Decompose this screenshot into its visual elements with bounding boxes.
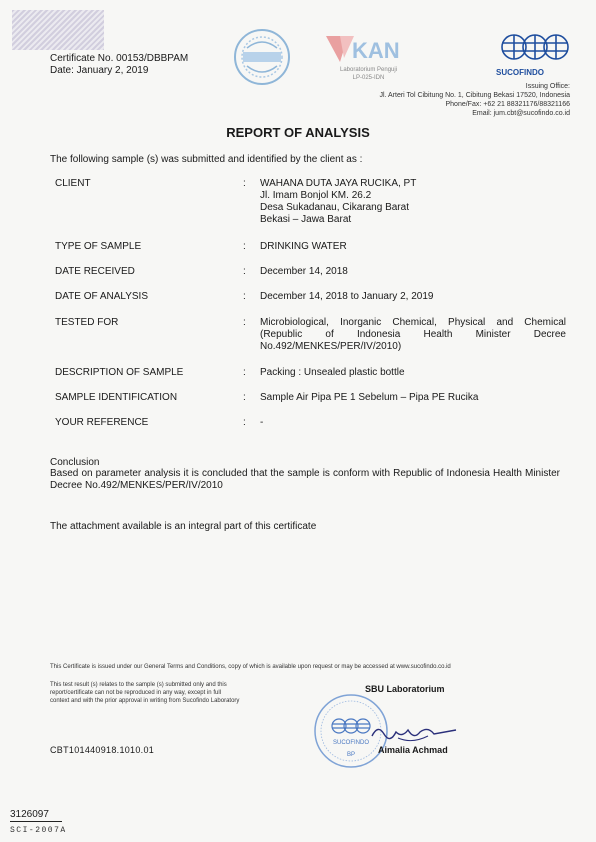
- identification-value: Sample Air Pipa PE 1 Sebelum – Pipa PE Rucika: [260, 392, 479, 403]
- stamp-text: SUCOFINDO: [333, 740, 369, 746]
- terms-note: This Certificate is issued under our General Terms and Conditions, copy of which is available upon request or may be accessed at www.sucofindo.co.id: [50, 664, 451, 670]
- client-line: Jl. Imam Bonjol KM. 26.2: [260, 190, 372, 201]
- analysis-label: DATE OF ANALYSIS: [55, 291, 148, 302]
- reference-label: YOUR REFERENCE: [55, 417, 149, 428]
- serial-number: 3126097: [10, 809, 49, 820]
- reference-value: -: [260, 417, 264, 428]
- kan-sub-line: LP-025-IDN: [352, 75, 385, 81]
- identification-colon: :: [243, 392, 246, 403]
- conclusion-text: Based on parameter analysis it is concluded that the sample is conform with Republic of Indonesia Health Minister Decree No.492/MENKES/PER/IV/2010: [50, 468, 560, 491]
- document-code: CBT101440918.1010.01: [50, 745, 155, 755]
- type-value: DRINKING WATER: [260, 241, 347, 252]
- client-value: [260, 178, 566, 226]
- reference-colon: :: [243, 417, 246, 428]
- tested-colon: :: [243, 317, 246, 328]
- issuing-line: Phone/Fax: +62 21 88321176/88321166: [445, 101, 570, 108]
- intro-text: The following sample (s) was submitted and identified by the client as :: [50, 154, 363, 165]
- identification-label: SAMPLE IDENTIFICATION: [55, 392, 178, 403]
- received-label: DATE RECEIVED: [55, 266, 135, 277]
- certificate-date: Date: January 2, 2019: [50, 65, 149, 76]
- analysis-colon: :: [243, 291, 246, 302]
- received-colon: :: [243, 266, 246, 277]
- received-value: December 14, 2018: [260, 266, 348, 277]
- sucofindo-name: SUCOFINDO: [496, 68, 544, 77]
- lab-name: SBU Laboratorium: [365, 684, 445, 694]
- type-colon: :: [243, 241, 246, 252]
- conclusion-heading: Conclusion: [50, 457, 100, 468]
- report-title: REPORT OF ANALYSIS: [226, 125, 370, 140]
- kan-subtitle: [340, 66, 397, 82]
- client-line: Bekasi – Jawa Barat: [260, 214, 352, 225]
- sucofindo-logo-icon: [500, 30, 570, 64]
- client-label: CLIENT: [55, 178, 91, 189]
- signer-name: Aimalia Achmad: [378, 745, 448, 755]
- tested-value: Microbiological, Inorganic Chemical, Physical and Chemical (Republic of Indonesia Health Minister Decree No.492/MENKES/PER/IV/2010): [260, 317, 566, 352]
- client-colon: :: [243, 178, 246, 189]
- attachment-note: The attachment available is an integral part of this certificate: [50, 521, 317, 532]
- security-pattern: [12, 10, 104, 50]
- issuing-office: [379, 82, 570, 118]
- serial-divider: [10, 821, 62, 822]
- description-value: Packing : Unsealed plastic bottle: [260, 367, 405, 378]
- form-code: SCI-2007A: [10, 826, 67, 835]
- stamp-bp-text: BP: [346, 752, 356, 758]
- description-label: DESCRIPTION OF SAMPLE: [55, 367, 184, 378]
- client-line: WAHANA DUTA JAYA RUCIKA, PT: [260, 178, 417, 189]
- accreditation-badge-icon: [233, 28, 291, 86]
- signature-icon: [368, 716, 458, 746]
- description-colon: :: [243, 367, 246, 378]
- type-label: TYPE OF SAMPLE: [55, 241, 142, 252]
- kan-logo-text: KAN: [352, 38, 400, 63]
- kan-sub-line: Laboratorium Penguji: [340, 67, 398, 73]
- client-line: Desa Sukadanau, Cikarang Barat: [260, 202, 409, 213]
- issuing-line: Jl. Arteri Tol Cibitung No. 1, Cibitung Bekasi 17520, Indonesia: [379, 92, 570, 99]
- tested-label: TESTED FOR: [55, 317, 119, 328]
- certificate-number: Certificate No. 00153/DBBPAM: [50, 53, 189, 64]
- issuing-line: Issuing Office:: [525, 83, 570, 90]
- issuing-line: Email: jum.cbt@sucofindo.co.id: [472, 110, 570, 117]
- disclaimer-note: This test result (s) relates to the sample (s) submitted only and this report/certificate can not be reproduced in any way, except in full context and with the prior approval in writing from Sucofindo Laboratory: [50, 682, 240, 704]
- analysis-value: December 14, 2018 to January 2, 2019: [260, 291, 434, 302]
